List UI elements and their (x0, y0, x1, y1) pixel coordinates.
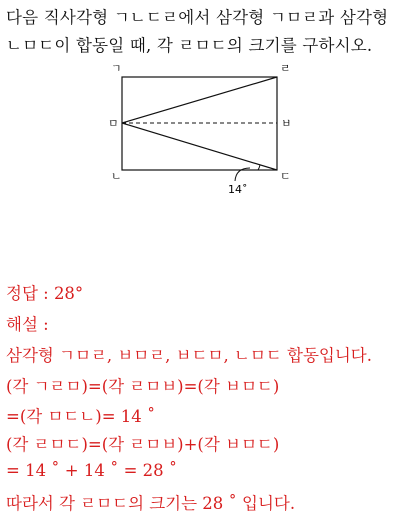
solution-line-6: 따라서 각 ㄹㅁㄷ의 크기는 28 ˚ 입니다. (6, 494, 296, 513)
answer-row (6, 280, 83, 304)
rectangle-figure (100, 56, 300, 196)
answer-value: 28° (53, 284, 84, 303)
problem-line-1: 다음 직사각형 ㄱㄴㄷㄹ에서 삼각형 ㄱㅁㄹ과 삼각형 (6, 8, 389, 27)
label-bottom-right: ㄷ (280, 170, 291, 183)
answer-label: 정답 : (6, 284, 54, 303)
solution-line-1: 삼각형 ㄱㅁㄹ, ㅂㅁㄹ, ㅂㄷㅁ, ㄴㅁㄷ 합동입니다. (6, 346, 372, 365)
problem-line-2: ㄴㅁㄷ이 합동일 때, 각 ㄹㅁㄷ의 크기를 구하시오. (6, 36, 373, 55)
solution-line-4: (각 ㄹㅁㄷ)=(각 ㄹㅁㅂ)+(각 ㅂㅁㄷ) (6, 435, 280, 454)
label-bottom-left: ㄴ (111, 170, 122, 183)
segment-m-c (122, 123, 277, 170)
angle-arc (258, 165, 260, 170)
label-mid-left: ㅁ (108, 117, 119, 130)
angle-label: 14˚ (228, 183, 248, 196)
label-mid-right: ㅂ (281, 117, 292, 130)
solution-line-2: (각 ㄱㄹㅁ)=(각 ㄹㅁㅂ)=(각 ㅂㅁㄷ) (6, 377, 280, 396)
label-top-left: ㄱ (111, 62, 122, 75)
solution-line-3: =(각 ㅁㄷㄴ)= 14 ˚ (6, 407, 156, 426)
solution-line-5: = 14 ˚ + 14 ˚ = 28 ˚ (6, 461, 178, 480)
segment-m-r (122, 77, 277, 123)
solution-label: 해설 : (6, 315, 49, 334)
label-top-right: ㄹ (280, 62, 291, 75)
